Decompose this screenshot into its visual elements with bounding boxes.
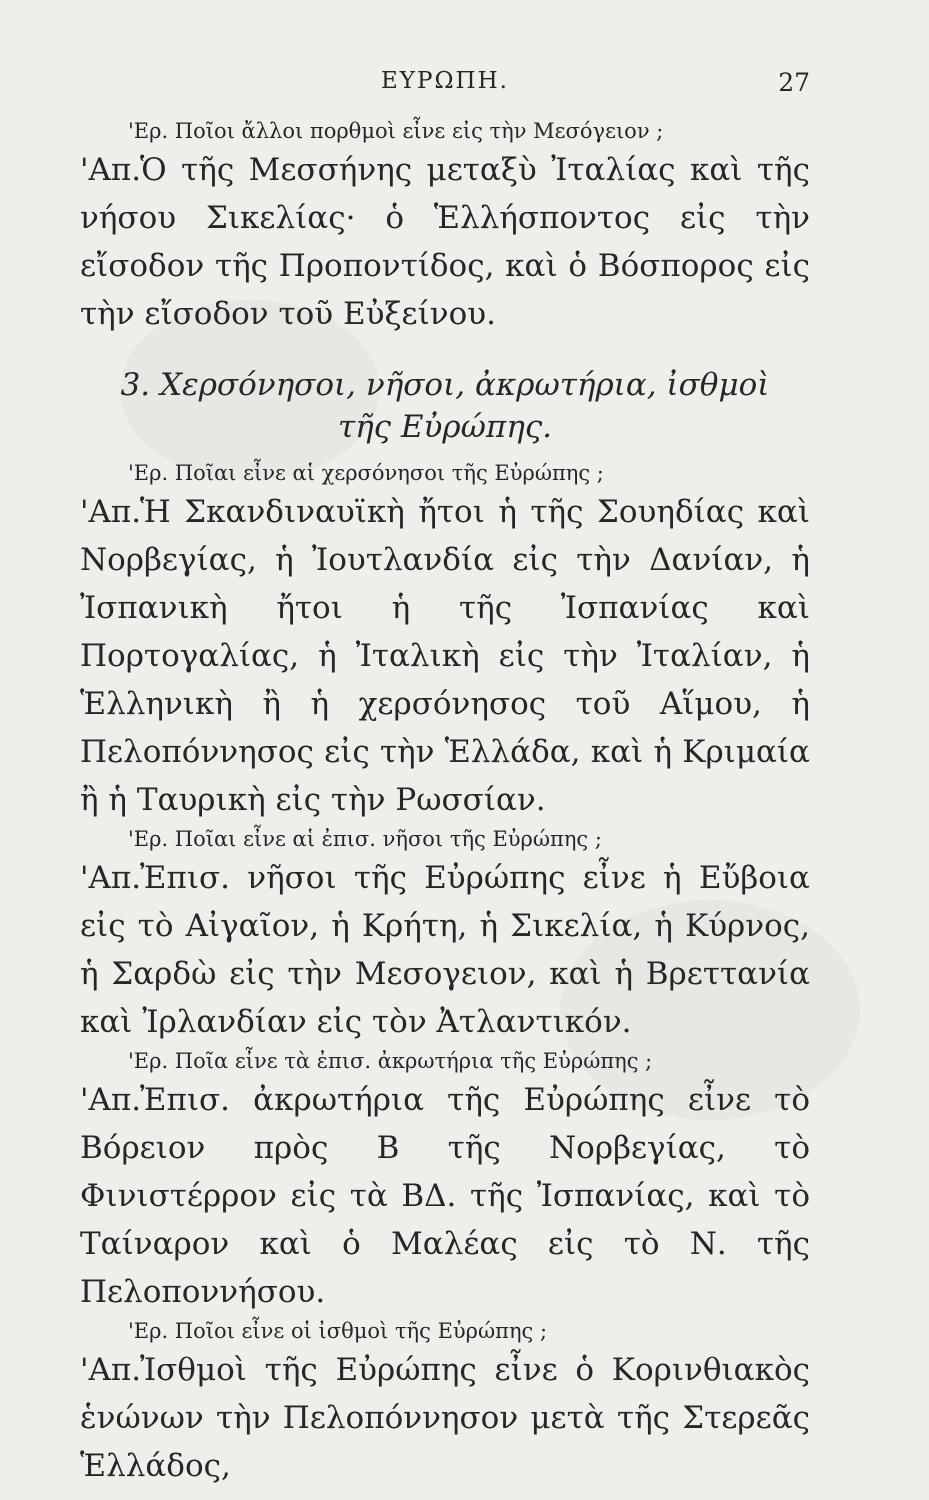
answer-2-text: Ἡ Σκανδιναυϊκὴ ἤτοι ἡ τῆς Σουηδίας καὶ Νορβεγίας, ἡ Ἰουτλανδία εἰς τὴν Δανίαν, ἡ Ἰσπανικὴ ἤτοι ἡ τῆς Ἰσπανίας καὶ Πορτογαλίας, ἡ Ἰταλικὴ εἰς τὴν Ἰταλίαν, ἡ Ἑλληνικὴ ἢ ἡ χερσόνησος τοῦ Αἵμου, ἡ Πελοπόννησος εἰς τὴν Ἑλλάδα, καὶ ἡ Κριμαία ἢ ἡ Ταυρικὴ εἰς τὴν Ρωσσίαν. <box>80 494 810 818</box>
question-1: 'Ερ. Ποῖοι ἄλλοι πορθμοὶ εἶνε εἰς τὴν Μεσόγειον ; <box>128 119 664 143</box>
section-heading-line-2: τῆς Εὐρώπης. <box>337 409 553 445</box>
page-body <box>80 116 810 1490</box>
section-heading <box>80 364 810 448</box>
section-heading-line-1: 3. Χερσόνησοι, νῆσοι, ἀκρωτήρια, ἰσθμοὶ <box>120 367 770 403</box>
answer-3 <box>80 854 810 1046</box>
answer-3-text: Ἐπισ. νῆσοι τῆς Εὐρώπης εἶνε ἡ Εὔβοια εἰς τὸ Αἰγαῖον, ἡ Κρήτη, ἡ Σικελία, ἡ Κύρνος, ἡ Σαρδὼ εἰς τὴν Μεσογειον, καὶ ἡ Βρεττανία καὶ Ἰρλανδίαν εἰς τὸν Ἀτλαντικόν. <box>80 860 810 1040</box>
question-3: 'Ερ. Ποῖαι εἶνε αἱ ἐπισ. νῆσοι τῆς Εὐρώπης ; <box>128 827 602 851</box>
page-number: 27 <box>778 68 810 97</box>
answer-2 <box>80 488 810 824</box>
answer-4 <box>80 1076 810 1316</box>
page-header <box>80 68 810 104</box>
answer-1-text: Ὁ τῆς Μεσσήνης μεταξὺ Ἰταλίας καὶ τῆς νήσου Σικελίας· ὁ Ἑλλήσποντος εἰς τὴν εἴσοδον τῆς Προποντίδος, καὶ ὁ Βόσπορος εἰς τὴν εἴσοδον τοῦ Εὐξείνου. <box>80 152 810 332</box>
question-5: 'Ερ. Ποῖοι εἶνε οἱ ἰσθμοὶ τῆς Εὐρώπης ; <box>128 1319 548 1343</box>
answer-lead: 'Απ. <box>80 1352 142 1388</box>
question-2: 'Ερ. Ποῖαι εἶνε αἱ χερσόνησοι τῆς Εὐρώπης ; <box>128 461 604 485</box>
answer-4-text: Ἐπισ. ἀκρωτήρια τῆς Εὐρώπης εἶνε τὸ Βόρειον πρὸς Β τῆς Νορβεγίας, τὸ Φινιστέρρον εἰς τὰ ΒΔ. τῆς Ἰσπανίας, καὶ τὸ Ταίναρον καὶ ὁ Μαλέας εἰς τὸ Ν. τῆς Πελοποννήσου. <box>80 1082 810 1310</box>
answer-5-text: Ἰσθμοὶ τῆς Εὐρώπης εἶνε ὁ Κορινθιακὸς ἑνώνων τὴν Πελοπόννησον μετὰ τῆς Στερεᾶς Ἑλλάδος, <box>80 1352 810 1484</box>
answer-lead: 'Απ. <box>80 494 142 530</box>
answer-lead: 'Απ. <box>80 860 142 896</box>
answer-lead: 'Απ. <box>80 152 142 188</box>
answer-lead: 'Απ. <box>80 1082 142 1118</box>
answer-5 <box>80 1346 810 1490</box>
question-4: 'Ερ. Ποῖα εἶνε τὰ ἐπισ. ἀκρωτήρια τῆς Εὐρώπης ; <box>128 1049 653 1073</box>
answer-1 <box>80 146 810 338</box>
running-title: ΕΥΡΩΠΗ. <box>381 68 509 94</box>
